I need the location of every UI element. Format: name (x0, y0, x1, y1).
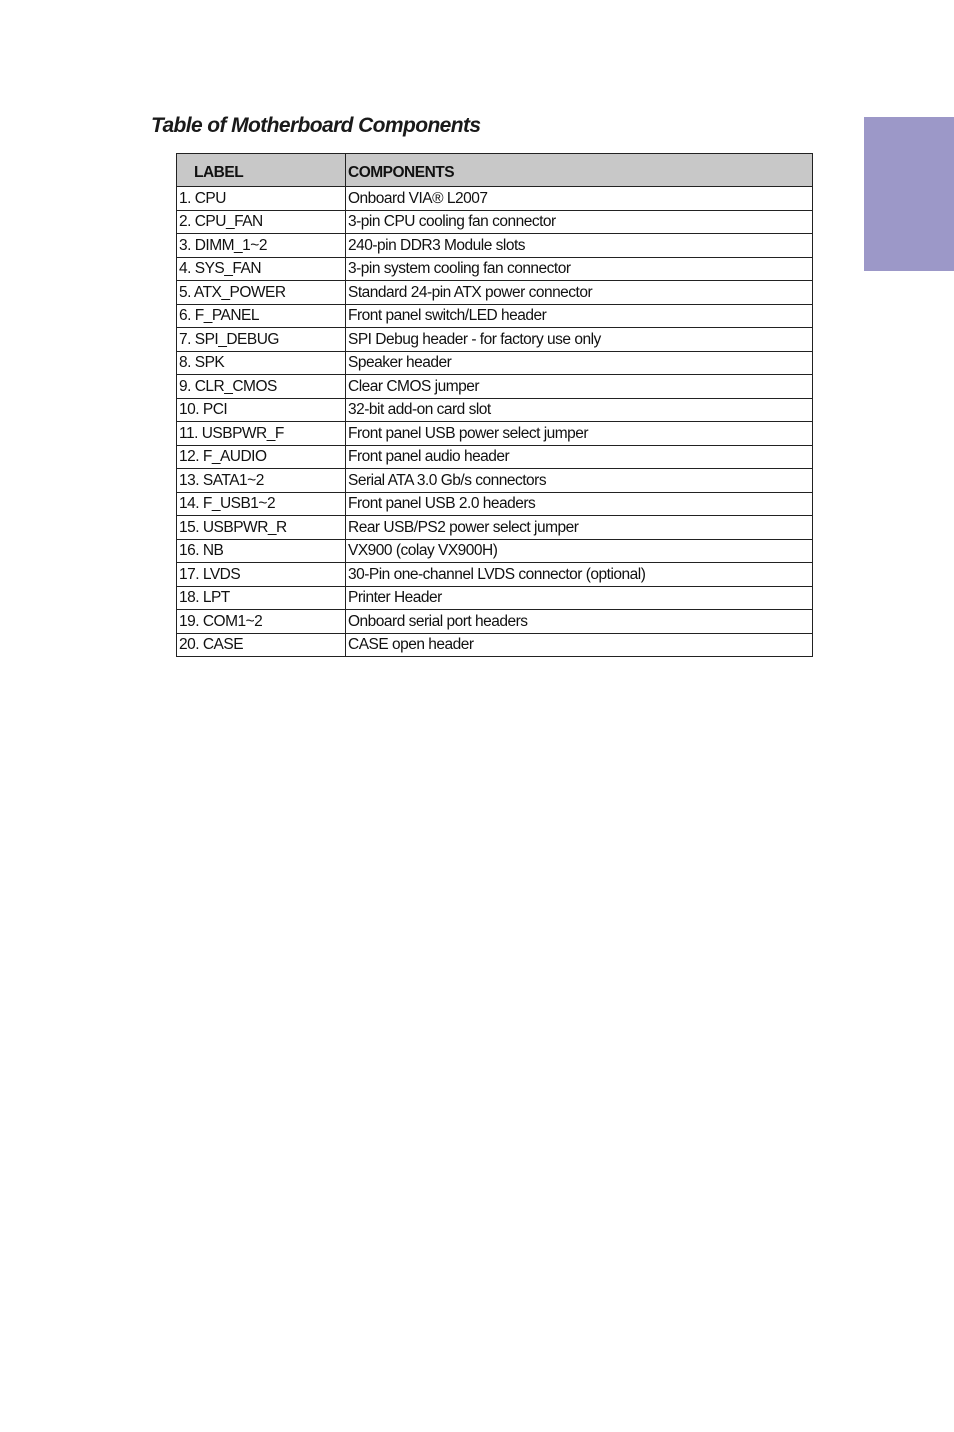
row-component: Clear CMOS jumper (346, 375, 813, 399)
row-label: 18. LPT (177, 586, 346, 610)
table-row (177, 586, 813, 610)
row-label: 8. SPK (177, 351, 346, 375)
table-row (177, 398, 813, 422)
table-row (177, 304, 813, 328)
table-row (177, 445, 813, 469)
row-label: 14. F_USB1~2 (177, 492, 346, 516)
table-row (177, 375, 813, 399)
table-header-row (177, 154, 813, 187)
row-component: Front panel audio header (346, 445, 813, 469)
row-label: 5. ATX_POWER (177, 281, 346, 305)
row-label: 16. NB (177, 539, 346, 563)
row-component: Onboard VIA® L2007 (346, 187, 813, 211)
column-header-components: COMPONENTS (346, 154, 813, 187)
table-row (177, 328, 813, 352)
row-label: 2. CPU_FAN (177, 210, 346, 234)
row-label: 12. F_AUDIO (177, 445, 346, 469)
table-row (177, 351, 813, 375)
page-title: Table of Motherboard Components (151, 114, 481, 137)
column-header-label: LABEL (177, 154, 346, 187)
table-row (177, 610, 813, 634)
table-row (177, 187, 813, 211)
row-label: 10. PCI (177, 398, 346, 422)
table-row (177, 633, 813, 657)
row-component: VX900 (colay VX900H) (346, 539, 813, 563)
row-component: 3-pin CPU cooling fan connector (346, 210, 813, 234)
row-label: 3. DIMM_1~2 (177, 234, 346, 258)
row-component: Speaker header (346, 351, 813, 375)
table-row (177, 563, 813, 587)
row-component: CASE open header (346, 633, 813, 657)
row-component: Rear USB/PS2 power select jumper (346, 516, 813, 540)
row-label: 19. COM1~2 (177, 610, 346, 634)
table-row (177, 516, 813, 540)
row-label: 9. CLR_CMOS (177, 375, 346, 399)
row-component: 30-Pin one-channel LVDS connector (optional) (346, 563, 813, 587)
table-row (177, 469, 813, 493)
row-component: 240-pin DDR3 Module slots (346, 234, 813, 258)
row-component: Front panel USB 2.0 headers (346, 492, 813, 516)
components-table (176, 153, 813, 657)
row-component: Front panel switch/LED header (346, 304, 813, 328)
table-row (177, 281, 813, 305)
row-label: 11. USBPWR_F (177, 422, 346, 446)
table-row (177, 257, 813, 281)
row-label: 13. SATA1~2 (177, 469, 346, 493)
row-label: 15. USBPWR_R (177, 516, 346, 540)
row-label: 4. SYS_FAN (177, 257, 346, 281)
table-row (177, 492, 813, 516)
side-tab-marker (864, 117, 954, 271)
row-label: 20. CASE (177, 633, 346, 657)
row-component: Printer Header (346, 586, 813, 610)
row-component: Onboard serial port headers (346, 610, 813, 634)
row-component: SPI Debug header - for factory use only (346, 328, 813, 352)
table-row (177, 210, 813, 234)
row-component: Serial ATA 3.0 Gb/s connectors (346, 469, 813, 493)
row-component: Front panel USB power select jumper (346, 422, 813, 446)
row-label: 17. LVDS (177, 563, 346, 587)
row-label: 6. F_PANEL (177, 304, 346, 328)
row-component: Standard 24-pin ATX power connector (346, 281, 813, 305)
table-row (177, 422, 813, 446)
row-label: 1. CPU (177, 187, 346, 211)
row-label: 7. SPI_DEBUG (177, 328, 346, 352)
table-row (177, 234, 813, 258)
row-component: 32-bit add-on card slot (346, 398, 813, 422)
row-component: 3-pin system cooling fan connector (346, 257, 813, 281)
table-row (177, 539, 813, 563)
